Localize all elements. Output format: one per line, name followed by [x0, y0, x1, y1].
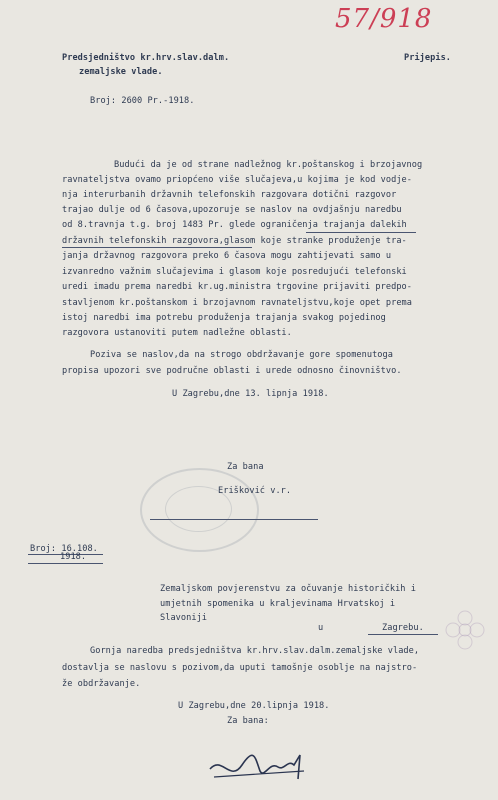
underline	[306, 232, 416, 233]
registry-year: 1918.	[60, 552, 87, 562]
recipient-city: Zagrebu.	[382, 623, 424, 633]
faint-ornament	[440, 600, 490, 660]
body-line: od 8.travnja t.g. broj 1483 Pr. glede ograničenja trajanja dalekih	[62, 220, 407, 230]
body-line: izvanredno važnim slučajevima i glasom koje posredujući telefonski	[62, 267, 407, 277]
body-line: Budući da je od strane nadležnog kr.poštanskog i brzojavnog	[114, 160, 423, 170]
place-date: U Zagrebu,dne 13. lipnja 1918.	[172, 389, 329, 399]
body-line: propisa upozori sve područne oblasti i urede odnosno činovništvo.	[62, 366, 402, 376]
handwritten-file-number: 57/918	[335, 4, 433, 34]
recipient-line: Slavoniji	[160, 613, 208, 623]
body-line: janja državnog razgovora preko 6 časova mogu zahtijevati samo u	[62, 251, 392, 261]
recipient-line: umjetnih spomenika u kraljevinama Hrvatskoj i	[160, 599, 396, 609]
copy-label: Prijepis.	[404, 53, 452, 63]
body-line: trajao dulje od 6 časova,upozoruje se naslov na ovdjašnju naredbu	[62, 205, 402, 215]
office-name-line2: zemaljske vlade.	[79, 67, 163, 77]
body-line: državnih telefonskih razgovora,glasom koje stranke produženje tra-	[62, 236, 407, 246]
body-line: Poziva se naslov,da na strogo obdržavanje gore spomenutoga	[90, 350, 393, 360]
office-name-line1: Predsjedništvo kr.hrv.slav.dalm.	[62, 53, 230, 63]
body-line: stavljenom kr.poštanskom i brzojavnom ravnateljstvu,koje opet prema	[62, 298, 412, 308]
for-ban: Za bana	[227, 462, 264, 472]
document-number: Broj: 2600 Pr.-1918.	[90, 96, 195, 106]
place-date: U Zagrebu,dne 20.lipnja 1918.	[178, 701, 330, 711]
signature-rule	[150, 519, 318, 520]
underline	[28, 563, 103, 564]
for-ban: Za bana:	[227, 716, 269, 726]
underline	[368, 634, 438, 635]
registry-number: Broj: 16.108.	[30, 544, 98, 554]
body-line: razgovora ustanoviti putem nadležne oblasti.	[62, 328, 292, 338]
underline	[62, 247, 252, 248]
body-line: nja interurbanih državnih telefonskih razgovara dotični razgovor	[62, 190, 397, 200]
body-line: že obdržavanje.	[62, 679, 141, 689]
body-line: dostavlja se naslovu s pozivom,da uputi tamošnje osoblje na najstro-	[62, 663, 418, 673]
body-line: ravnateljstva ovamo priopćeno više slučajeva,u kojima je kod vodje-	[62, 175, 412, 185]
recipient-in: u	[318, 623, 324, 633]
body-line: uredi imadu prema naredbi kr.ug.ministra trgovine prijaviti predpo-	[62, 282, 412, 292]
body-line: istoj naredbi ima potrebu produženja trajanja svakog pojedinog	[62, 313, 386, 323]
signatory: Erišković v.r.	[218, 486, 292, 496]
body-line: Gornja naredba predsjedništva kr.hrv.slav.dalm.zemaljske vlade,	[90, 646, 420, 656]
recipient-line: Zemaljskom povjerenstvu za očuvanje historičkih i	[160, 584, 416, 594]
handwritten-signature	[200, 735, 320, 790]
